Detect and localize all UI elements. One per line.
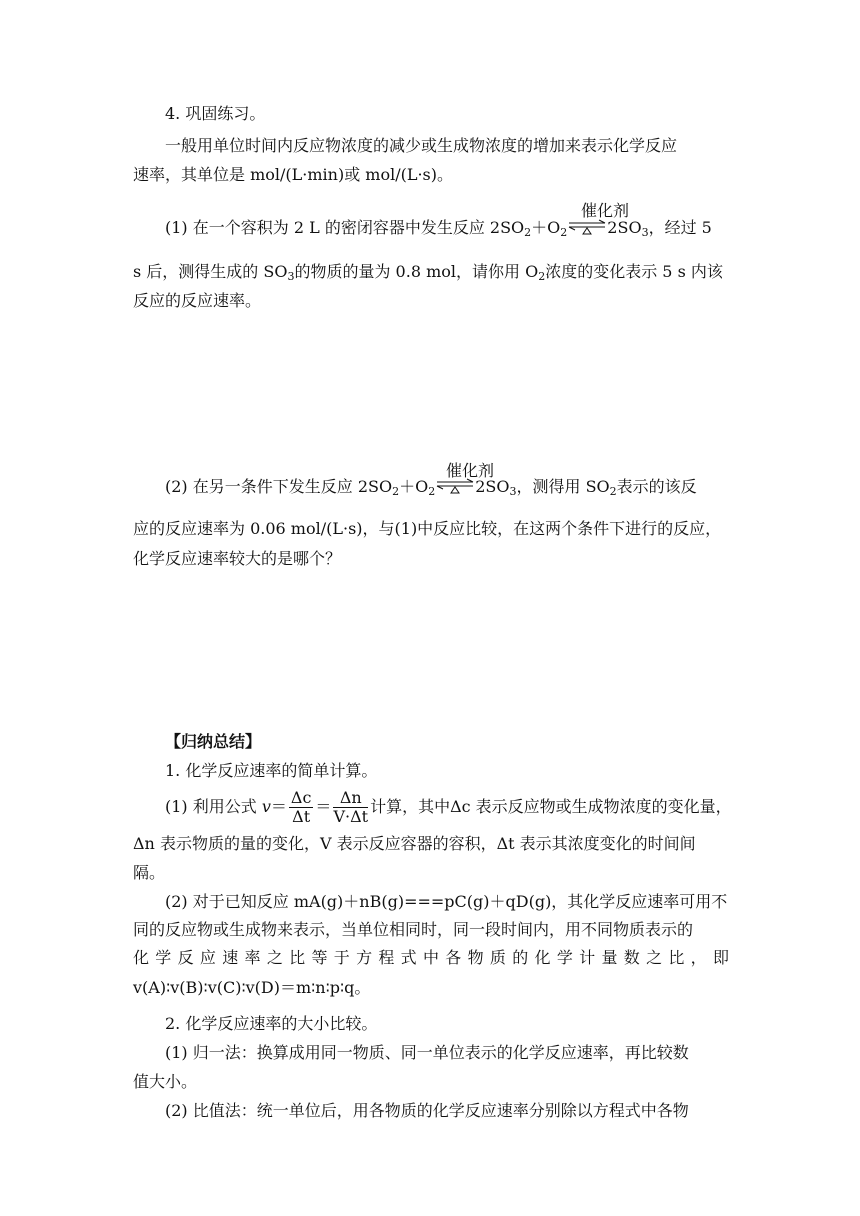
summary-heading: 【归纳总结】 [165, 732, 262, 751]
formula-line: (1) 利用公式 v＝ $\frac{\Delta c}{\Delta t}$ ＝ $\frac{\Delta n}{V\cdot\Delta t}$ 计算，其中Δc 表示反应物或生成物浓度的变化量， [165, 788, 732, 826]
method-1-line-1: (1) 归一法：换算成用同一物质、同一单位表示的化学反应速率，再比较数 [165, 1043, 689, 1062]
ratio-paragraph-line-1: (2) 对于已知反应 mA(g)＋nB(g)===pC(g)＋qD(g)，其化学反应速率可用不 [165, 892, 728, 911]
section-4-title: 4. 巩固练习。 [165, 104, 266, 123]
formula-explanation-line-3: 隔。 [133, 863, 166, 882]
ratio-paragraph-line-3: 化学反应速率之比等于方程式中各物质的化学计量数之比，即 [133, 948, 729, 967]
summary-item-1: 1. 化学反应速率的简单计算。 [165, 761, 378, 780]
method-1-line-2: 值大小。 [133, 1072, 198, 1091]
ratio-paragraph-line-2: 同的反应物或生成物来表示，当单位相同时，同一段时间内，用不同物质表示的 [133, 920, 694, 939]
catalyst-label-1: 催化剂 [581, 201, 630, 220]
formula-explanation-line-2: Δn 表示物质的量的变化，V 表示反应容器的容积，Δt 表示其浓度变化的时间间 [133, 834, 696, 853]
question-2-line-3: 化学反应速率较大的是哪个？ [133, 549, 342, 568]
method-2-line-1: (2) 比值法：统一单位后，用各物质的化学反应速率分别除以方程式中各物 [165, 1101, 689, 1120]
question-1-line-2: s 后，测得生成的 $SO_3$的物质的量为 0.8 mol，请你用 $O_2$浓度的变化表示 5 s 内该 [133, 262, 723, 283]
intro-line-2: 速率，其单位是 mol/(L·min)或 mol/(L·s)。 [133, 165, 453, 184]
question-1-line-1: (1) 在一个容积为 2 L 的密闭容器中发生反应 $2SO_2+O_2$ $2SO_3$，经过 5 [165, 218, 712, 239]
fraction-amount: $\frac{\Delta n}{V\cdot\Delta t}$ [333, 788, 369, 826]
equilibrium-arrow-icon [435, 478, 475, 492]
intro-line-1: 一般用单位时间内反应物浓度的减少或生成物浓度的增加来表示化学反应 [165, 136, 678, 155]
summary-item-2: 2. 化学反应速率的大小比较。 [165, 1014, 378, 1033]
equilibrium-arrow-icon [567, 219, 607, 233]
question-2-line-1: (2) 在另一条件下发生反应 $2SO_2+O_2$ $2SO_3$，测得用 $SO_2$表示的该反 [165, 477, 697, 498]
ratio-paragraph-line-4: v(A)∶v(B)∶v(C)∶v(D)＝m∶n∶p∶q。 [133, 978, 371, 997]
catalyst-label-2: 催化剂 [446, 461, 495, 480]
question-1-line-3: 反应的反应速率。 [133, 291, 262, 310]
fraction-concentration: $\frac{\Delta c}{\Delta t}$ [290, 788, 312, 826]
question-2-line-2: 应的反应速率为 0.06 mol/(L·s)，与(1)中反应比较，在这两个条件下进行的反应， [133, 519, 722, 538]
